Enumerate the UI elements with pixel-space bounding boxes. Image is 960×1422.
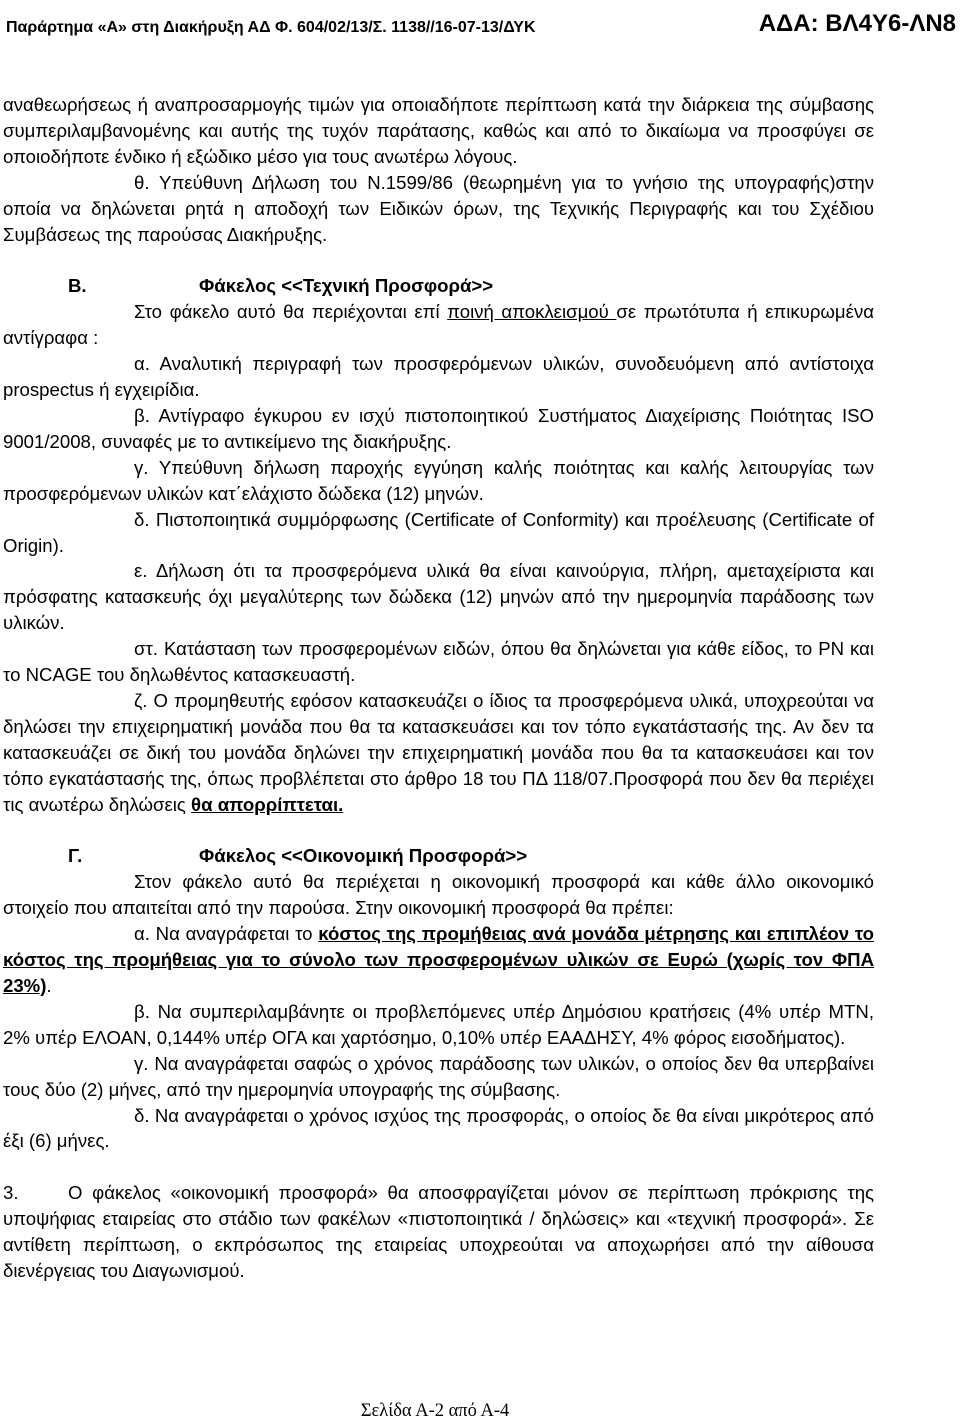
section-g-heading bbox=[3, 843, 874, 869]
section-b-intro-underlined: ποινή αποκλεισμού bbox=[447, 301, 617, 323]
section-g-item-a-end: . bbox=[46, 975, 52, 996]
section-b-item-a: α. Αναλυτική περιγραφή των προσφερόμενων υλικών, συνοδευόμενη από αντίστοιχα prospectus ή εγχειρίδια. bbox=[3, 353, 874, 401]
section-b-intro bbox=[3, 299, 874, 351]
paragraph-3-text: Ο φάκελος «οικονομική προσφορά» θα αποσφραγίζεται μόνον σε περίπτωση πρόκρισης της υποψήφιας εταιρείας στο στάδιο των φακέλων «πιστοποιητικά / δηλώσεις» και «τεχνική προσφορά». Σε αντίθετη περίπτωση, ο εκπρόσωπος της εταιρείας υποχρεούται να αποχωρήσει από την αίθουσα διενέργειας του Διαγωνισμού. bbox=[3, 1182, 874, 1282]
section-b-title: Φάκελος <<Τεχνική Προσφορά>> bbox=[199, 275, 494, 297]
section-b-item-c: γ. Υπεύθυνη δήλωση παροχής εγγύηση καλής ποιότητας και καλής λειτουργίας των προσφερόμενων υλικών κατ΄ελάχιστο δώδεκα (12) μηνών. bbox=[3, 456, 874, 504]
paragraph-3-label: 3. bbox=[3, 1182, 19, 1204]
section-g-title: Φάκελος <<Οικονομική Προσφορά>> bbox=[199, 845, 528, 867]
section-g-item-d: δ. Να αναγράφεται ο χρόνος ισχύος της προσφοράς, ο οποίος δε θα είναι μικρότερος από έξι (6) μήνες. bbox=[3, 1104, 874, 1152]
page-number: Σελίδα Α-2 από Α-4 bbox=[360, 1401, 510, 1421]
section-g-item-a bbox=[3, 921, 874, 999]
section-b-item-e: ε. Δήλωση ότι τα προσφερόμενα υλικά θα είναι καινούργια, πλήρη, αμεταχείριστα και πρόσφατης κατασκευής όχι μεγαλύτερης των δώδεκα (12) μηνών από την ημερομηνία παράδοσης των υλικών. bbox=[3, 560, 874, 634]
document-body bbox=[3, 92, 874, 1284]
section-g-label: Γ. bbox=[68, 845, 83, 867]
header-annex-reference: Παράρτημα «Α» στη Διακήρυξη ΑΔ Φ. 604/02/13/Σ. 1138//16-07-13/ΔΥΚ bbox=[6, 19, 536, 36]
section-b-intro-text: Στο φάκελο αυτό θα περιέχονται επί bbox=[134, 301, 448, 323]
section-b-item-b: β. Αντίγραφο έγκυρου εν ισχύ πιστοποιητικού Συστήματος Διαχείρισης Ποιότητας ISO 9001/2008, συναφές με το αντικείμενο της διακήρυξης. bbox=[3, 404, 874, 452]
section-g-item-c: γ. Να αναγράφεται σαφώς ο χρόνος παράδοσης των υλικών, ο οποίος δεν θα υπερβαίνει τους δύο (2) μήνες, από την ημερομηνία υπογραφής της σύμβασης. bbox=[3, 1052, 874, 1100]
spacer bbox=[3, 247, 874, 273]
section-b-label: Β. bbox=[68, 275, 87, 297]
section-b-item-d: δ. Πιστοποιητικά συμμόρφωσης (Certificate of Conformity) και προέλευσης (Certificate of Origin). bbox=[3, 508, 874, 556]
section-b-item-z-text: ζ. Ο προμηθευτής εφόσον κατασκευάζει ο ίδιος τα προσφερόμενα υλικά, υποχρεούται να δηλώσει την επιχειρηματική μονάδα που θα τα κατασκευάσει και τον τόπο εγκατάστασής της. Αν δεν τα κατασκευάζει σε δική του μονάδα δηλώνει την επιχειρηματική μονάδα που θα τα κατασκευάσει και τον τόπο εγκατάστασής της, όπως προβλέπεται στο άρθρο 18 του ΠΔ 118/07.Προσφορά που δεν θα περιέχει τις ανωτέρω δηλώσεις bbox=[3, 689, 874, 815]
section-b-item-z bbox=[3, 688, 874, 818]
section-b-intro-rest: σε πρωτότυπα ή επικυρωμένα αντίγραφα : bbox=[3, 301, 874, 349]
section-g-intro: Στον φάκελο αυτό θα περιέχεται η οικονομική προσφορά και κάθε άλλο οικονομικό στοιχείο που απαιτείται από την παρούσα. Στην οικονομική προσφορά θα πρέπει: bbox=[3, 871, 874, 919]
section-b-item-st: στ. Κατάσταση των προσφερομένων ειδών, όπου θα δηλώνεται για κάθε είδος, το PN και το NCAGE του δηλωθέντος κατασκευαστή. bbox=[3, 638, 874, 686]
section-g-item-a-text: α. Να αναγράφεται το bbox=[134, 923, 319, 945]
spacer bbox=[3, 1154, 874, 1180]
header-ada-code: ΑΔΑ: ΒΛ4Υ6-ΛΝ8 bbox=[758, 10, 956, 37]
item-theta-solemn-declaration: θ. Υπεύθυνη Δήλωση του Ν.1599/86 (θεωρημένη για το γνήσιο της υπογραφής)στην οποία να δηλώνεται ρητά η αποδοχή των Ειδικών όρων, της Τεχνικής Περιγραφής και του Σχέδιου Συμβάσεως της παρούσας Διακήρυξης. bbox=[3, 171, 874, 245]
spacer bbox=[3, 817, 874, 843]
paragraph-3 bbox=[3, 1180, 874, 1284]
rejection-warning: θα απορρίπτεται. bbox=[191, 793, 344, 815]
paragraph-continuation: αναθεωρήσεως ή αναπροσαρμογής τιμών για οποιαδήποτε περίπτωση κατά την διάρκεια της σύμβασης συμπεριλαμβανομένης και αυτής της τυχόν παράτασης, καθώς και από το δικαίωμα να προσφύγει σε οποιοδήποτε ένδικο ή εξώδικο μέσο για τους ανωτέρω λόγους. bbox=[3, 94, 874, 167]
section-b-heading bbox=[3, 273, 874, 299]
section-g-item-b: β. Να συμπεριλαμβάνητε οι προβλεπόμενες υπέρ Δημόσιου κρατήσεις (4% υπέρ ΜΤΝ, 2% υπέρ ΕΛΟΑΝ, 0,144% υπέρ ΟΓΑ και χαρτόσημο, 0,10% υπέρ ΕΑΑΔΗΣΥ, 4% φόρος εισοδήματος). bbox=[3, 1000, 874, 1048]
cost-requirement: κόστος της προμήθειας ανά μονάδα μέτρησης και επιπλέον το κόστος της προμήθειας για το σύνολο των προσφερομένων υλικών σε Ευρώ (χωρίς τον ΦΠΑ 23%) bbox=[3, 923, 875, 996]
